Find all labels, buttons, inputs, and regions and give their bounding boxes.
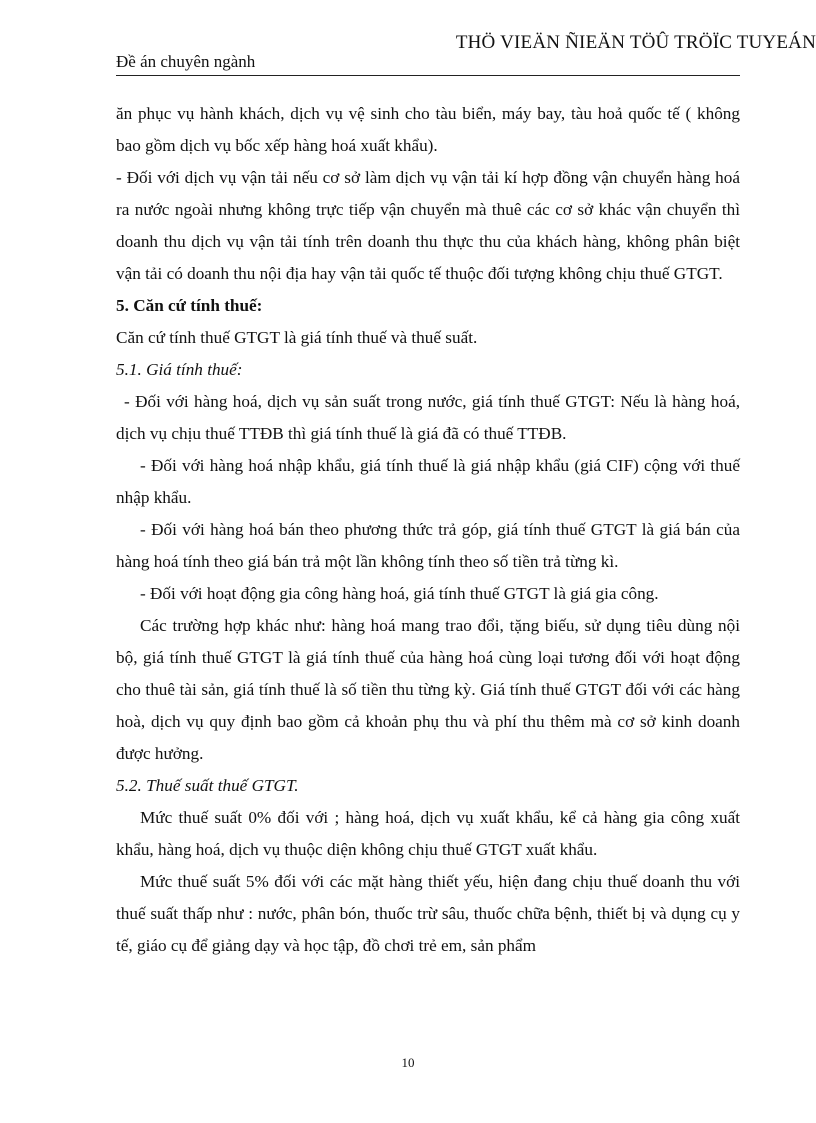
- body-paragraph: ăn phục vụ hành khách, dịch vụ vệ sinh cho tàu biển, máy bay, tàu hoả quốc tế ( không bao gồm dịch vụ bốc xếp hàng hoá xuất khẩu).: [116, 104, 740, 155]
- body-paragraph: - Đối với hoạt động gia công hàng hoá, giá tính thuế GTGT là giá gia công.: [140, 584, 659, 603]
- body-paragraph: Các trường hợp khác như: hàng hoá mang trao đổi, tặng biếu, sử dụng tiêu dùng nội bộ, giá tính thuế GTGT là giá tính thuế của hàng hoá cùng loại tương đối với hoạt động cho thuê tài sản, giá tính thuế là số tiền thu từng kỳ. Giá tính thuế GTGT đối với các hàng hoà, dịch vụ quy định bao gồm cả khoản phụ thu và phí thu thêm mà cơ sở kinh doanh được hưởng.: [116, 616, 740, 763]
- subsection-heading: 5.2. Thuế suất thuế GTGT.: [116, 776, 299, 795]
- body-paragraph: - Đối với hàng hoá bán theo phương thức trả góp, giá tính thuế GTGT là giá bán của hàng hoá tính theo giá bán trả một lần không tính theo số tiền trả từng kì.: [116, 520, 740, 571]
- library-header-title: THÖ VIEÄN ÑIEÄN TÖÛ TRÖÏC TUYEÁN: [455, 32, 816, 53]
- page-body: [116, 98, 740, 962]
- body-paragraph: Căn cứ tính thuế GTGT là giá tính thuế và thuế suất.: [116, 328, 478, 347]
- body-paragraph: - Đối với hàng hoá, dịch vụ sản suất trong nước, giá tính thuế GTGT: Nếu là hàng hoá, dịch vụ chịu thuế TTĐB thì giá tính thuế là giá đã có thuế TTĐB.: [116, 392, 740, 443]
- section-heading: 5. Căn cứ tính thuế:: [116, 296, 263, 315]
- header-divider: [116, 75, 740, 76]
- body-paragraph: - Đối với hàng hoá nhập khẩu, giá tính thuế là giá nhập khẩu (giá CIF) cộng với thuế nhập khẩu.: [116, 456, 740, 507]
- page-number: 10: [401, 1055, 415, 1070]
- subsection-heading: 5.1. Giá tính thuế:: [116, 360, 243, 379]
- body-paragraph: - Đối với dịch vụ vận tải nếu cơ sở làm dịch vụ vận tải kí hợp đồng vận chuyển hàng hoá ra nước ngoài nhưng không trực tiếp vận chuyển mà thuê các cơ sở khác vận chuyển thì doanh thu dịch vụ vận tải tính trên doanh thu thực thu của khách hàng, không phân biệt vận tải có doanh thu nội địa hay vận tải quốc tế thuộc đối tượng không chịu thuế GTGT.: [116, 168, 740, 283]
- body-paragraph: Mức thuế suất 0% đối với ; hàng hoá, dịch vụ xuất khẩu, kể cả hàng gia công xuất khẩu, hàng hoá, dịch vụ thuộc diện không chịu thuế GTGT xuất khẩu.: [116, 808, 740, 859]
- document-title: Đề án chuyên ngành: [116, 52, 256, 71]
- body-paragraph: Mức thuế suất 5% đối với các mặt hàng thiết yếu, hiện đang chịu thuế doanh thu với thuế suất thấp như : nước, phân bón, thuốc trừ sâu, thuốc chữa bệnh, thiết bị và dụng cụ y tế, giáo cụ để giảng dạy và học tập, đồ chơi trẻ em, sản phẩm: [116, 872, 740, 955]
